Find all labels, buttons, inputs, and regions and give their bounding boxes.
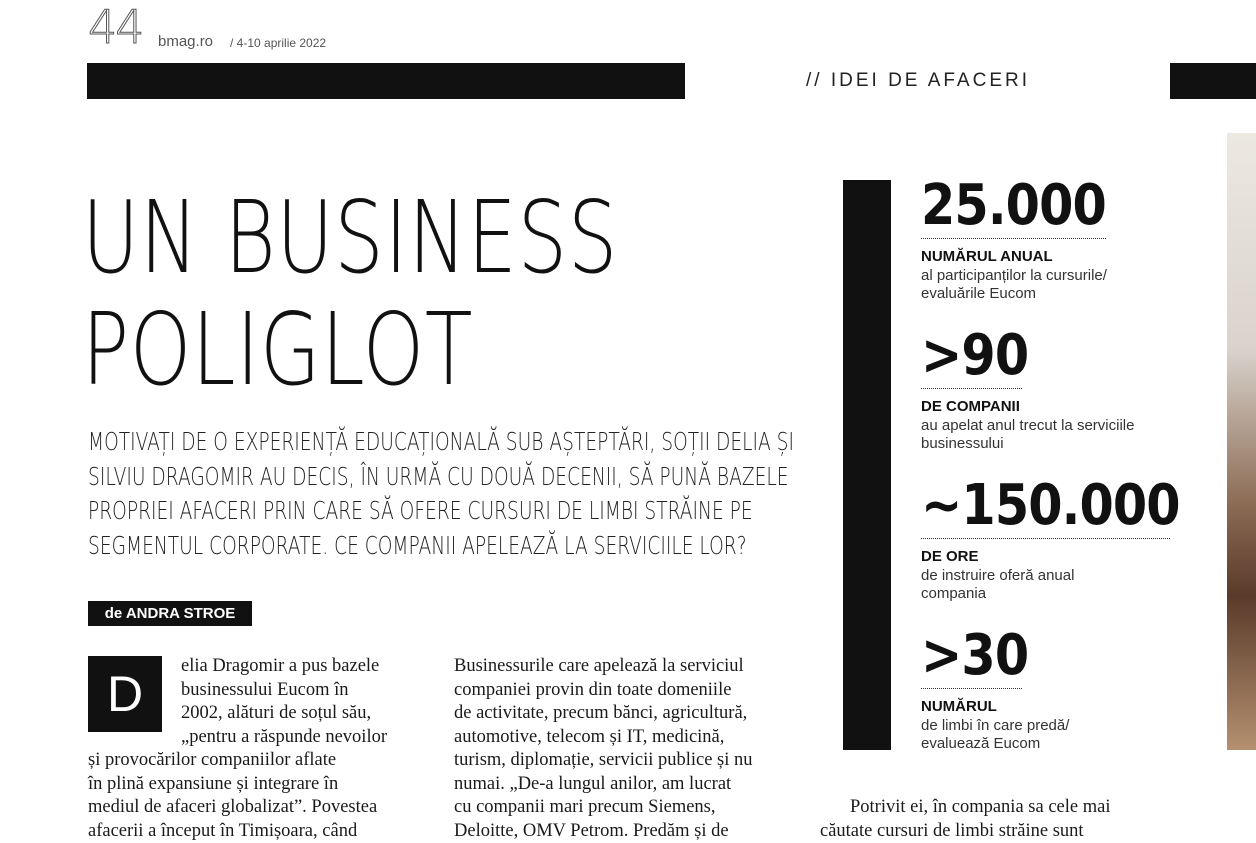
article-lead: MOTIVAȚI DE O EXPERIENȚĂ EDUCAȚIONALĂ SUB AȘTEPTĂRI, SOȚII DELIA ȘI SILVIU DRAGOMIR AU DECIS, ÎN URMĂ CU DOUĂ DECENII, SĂ PUNĂ BAZELE PROPRIEI AFACERI PRIN CARE SĂ OFERE CURSURI DE LIMBI STRĂINE PE SEGMENTUL CORPORATE. CE COMPANII APELEAZĂ LA SERVICIILE LOR? — [88, 427, 794, 560]
stat-value: >30 — [921, 623, 1029, 688]
body-line: cu companii mari precum Siemens, — [454, 797, 716, 817]
body-line: businessului Eucom în — [181, 679, 349, 700]
body-line: căutate cursuri de limbi străine sunt — [820, 820, 1084, 841]
body-line: în plină expansiune și integrare în — [88, 773, 339, 794]
body-line: Businessurile care apelează la serviciul — [454, 656, 744, 676]
headline-line-2: POLIGLOT — [82, 291, 474, 408]
stat-description: evaluările Eucom — [921, 285, 1037, 302]
body-line: Deloitte, OMV Petrom. Predăm și de — [454, 820, 729, 841]
body-line: numai. „De-a lungul anilor, am lucrat — [454, 773, 732, 794]
header-bar-right — [1170, 63, 1256, 99]
body-line: Potrivit ei, în compania sa cele mai — [850, 797, 1111, 817]
stat-label: NUMĂRUL ANUAL — [921, 248, 1053, 265]
page-number: 44 — [88, 0, 143, 54]
stat-description: compania — [921, 585, 987, 602]
stat-value: ~150.000 — [921, 473, 1180, 538]
byline: de ANDRA STROE — [88, 601, 252, 626]
body-line: turism, diplomație, servicii publice și nu — [454, 750, 753, 770]
body-line: „pentru a răspunde nevoilor — [181, 726, 387, 747]
stat-description: de limbi în care predă/ — [921, 717, 1070, 734]
stat-label: DE ORE — [921, 548, 979, 565]
body-line: 2002, alături de soțul său, — [181, 703, 372, 723]
section-title: // IDEI DE AFACERI — [806, 70, 1030, 91]
stat-divider — [921, 388, 1022, 389]
stat-value: 25.000 — [921, 173, 1106, 238]
stat-label: DE COMPANII — [921, 398, 1020, 415]
body-line: automotive, telecom și IT, medicină, — [454, 726, 725, 747]
stat-description: businessului — [921, 435, 1004, 452]
site-name: bmag.ro — [158, 33, 214, 50]
article-photo — [1227, 133, 1256, 750]
body-line: companiei provin din toate domeniile — [454, 679, 732, 700]
body-line: elia Dragomir a pus bazele — [181, 656, 380, 676]
headline-line-1: UN BUSINESS — [82, 179, 619, 296]
article-headline — [82, 179, 619, 408]
stat-description: al participanților la cursurile/ — [921, 267, 1107, 284]
body-line: afacerii a început în Timișoara, când — [88, 820, 358, 841]
stat-divider — [921, 688, 1022, 689]
drop-cap: D — [88, 656, 162, 732]
body-line: de activitate, precum bănci, agricultură, — [454, 703, 748, 723]
stat-label: NUMĂRUL — [921, 698, 997, 715]
body-line: și provocărilor companiilor aflate — [88, 750, 337, 770]
stat-divider — [921, 538, 1170, 539]
stat-value: >90 — [921, 323, 1029, 388]
body-line: mediul de afaceri globalizat”. Povestea — [88, 797, 378, 817]
stat-description: au apelat anul trecut la serviciile — [921, 417, 1135, 434]
header-bar-left — [87, 63, 685, 99]
stat-divider — [921, 238, 1106, 239]
stat-description: evaluează Eucom — [921, 735, 1041, 752]
stats-sidebar-bar — [843, 180, 891, 750]
stat-description: de instruire oferă anual — [921, 567, 1075, 584]
issue-date: / 4-10 aprilie 2022 — [230, 36, 327, 50]
